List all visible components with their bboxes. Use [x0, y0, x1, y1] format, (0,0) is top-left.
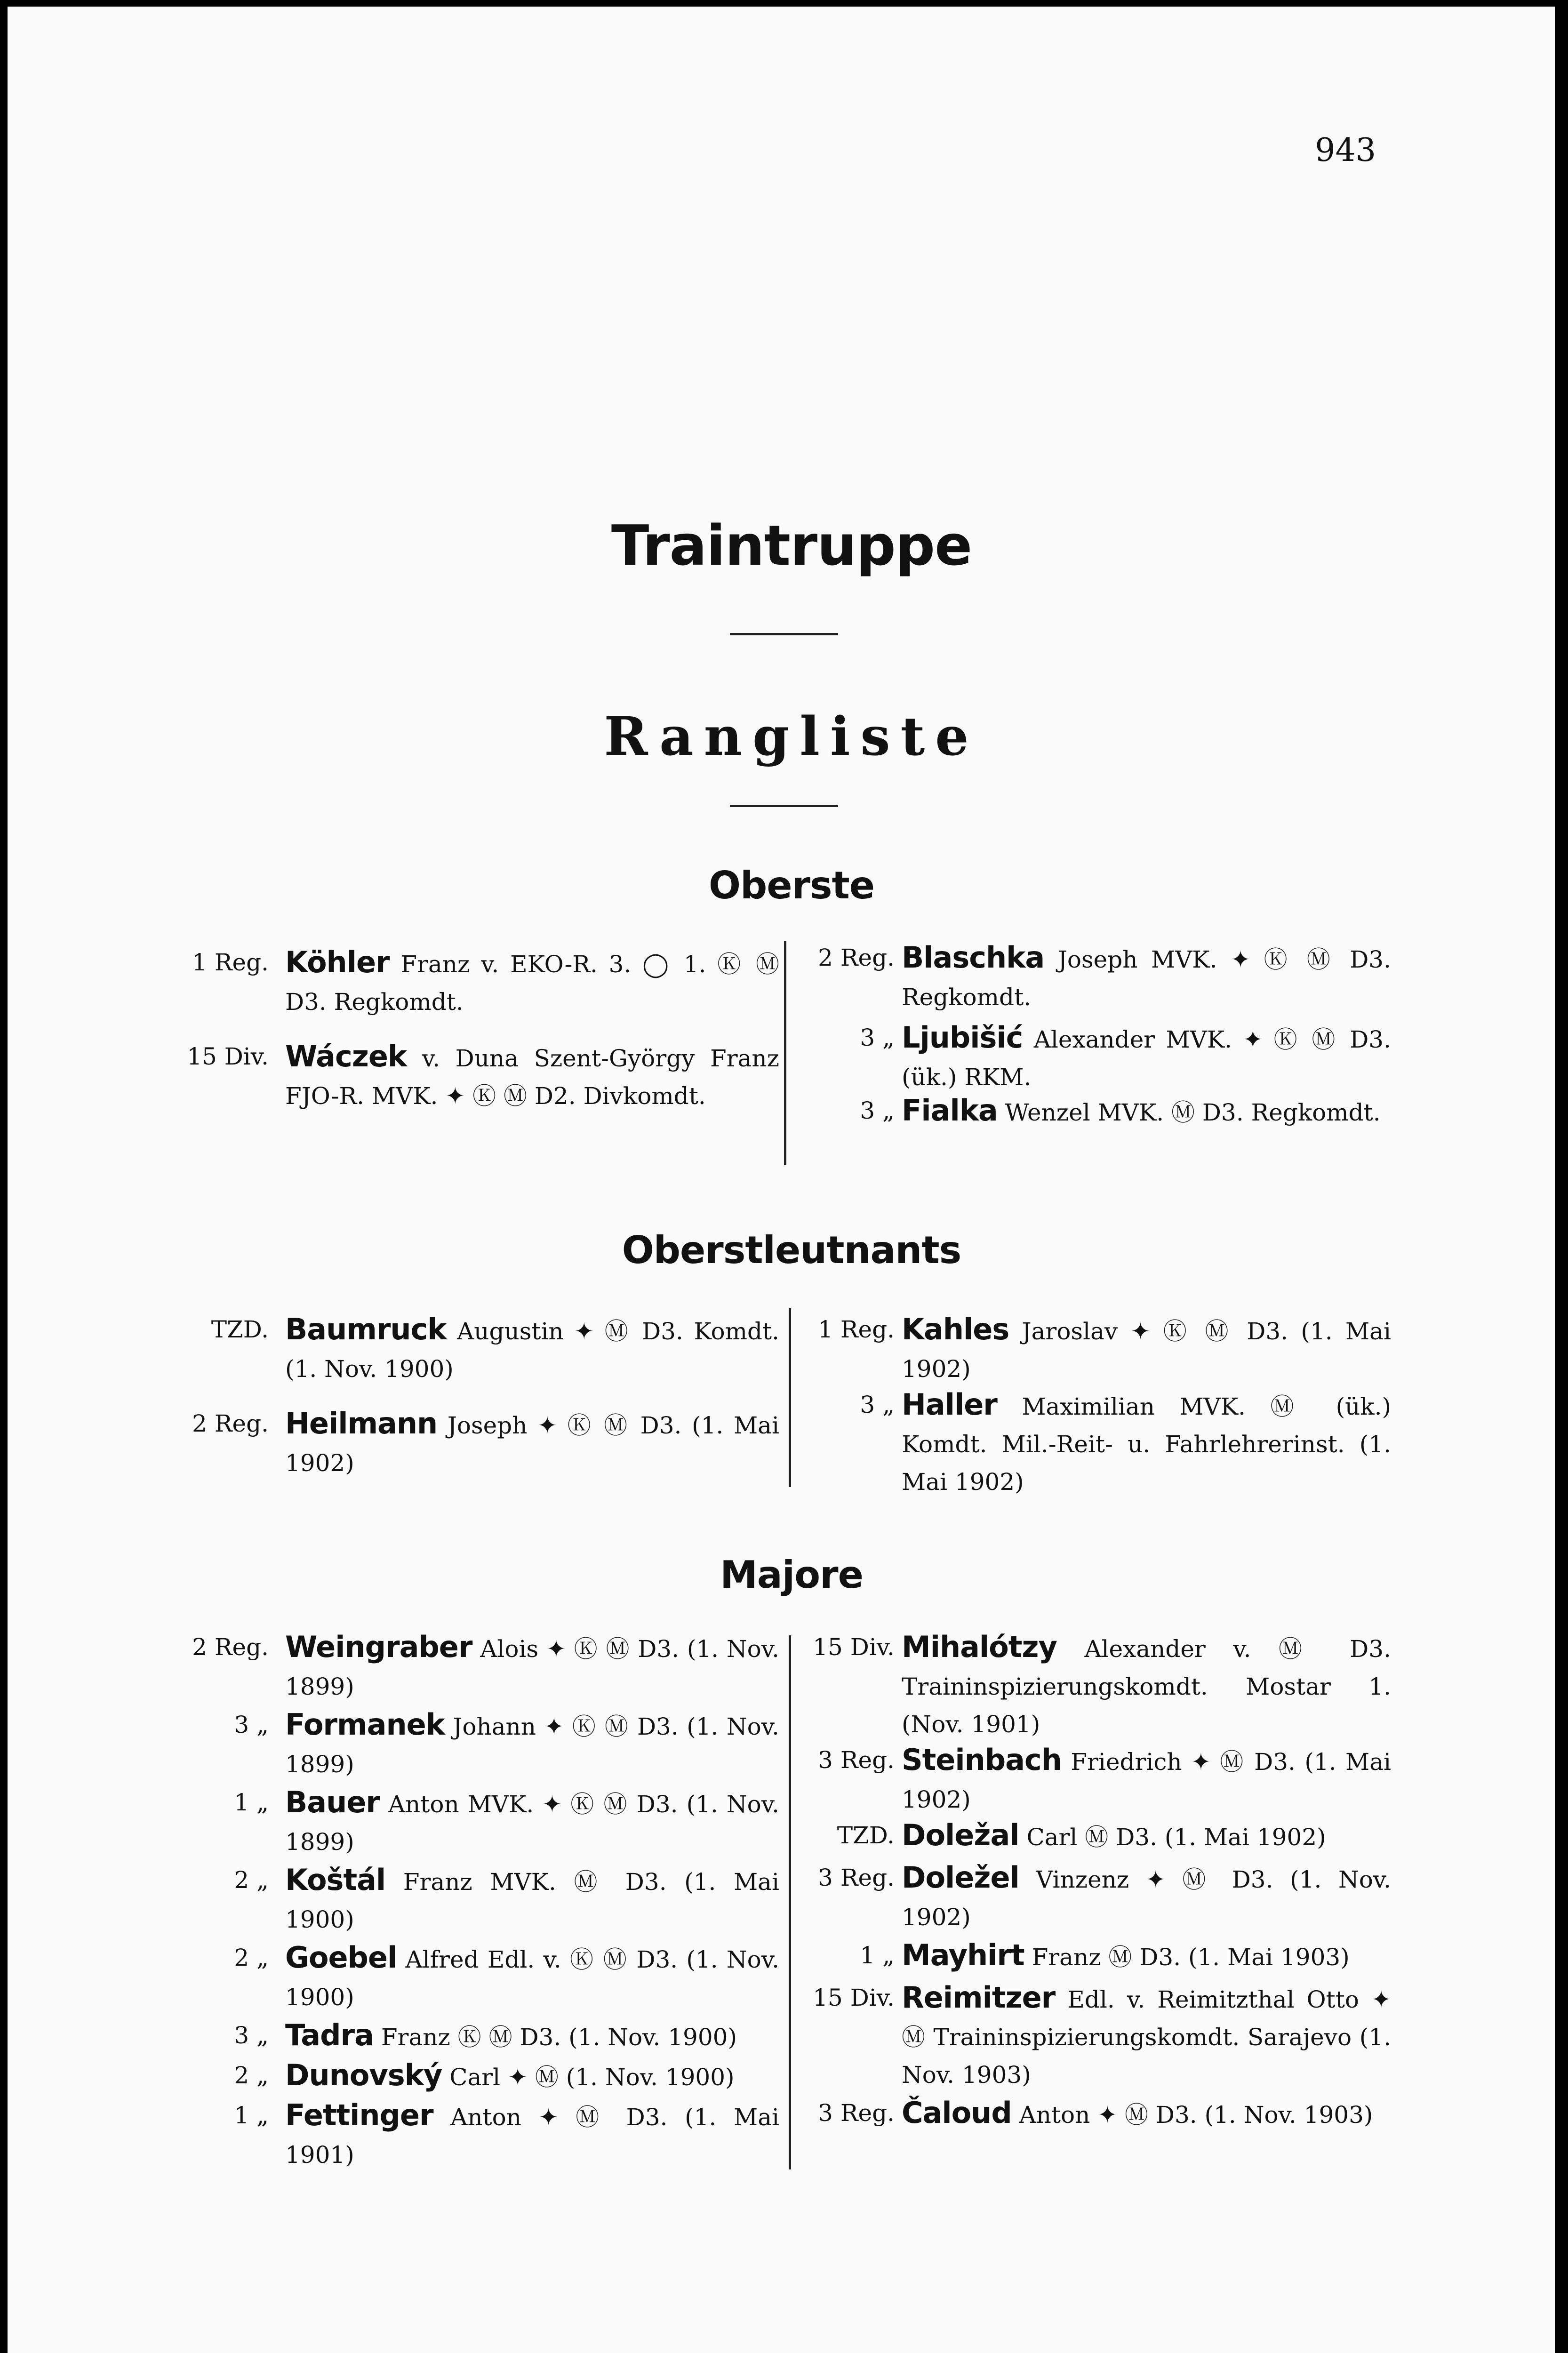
section-title-oberstleutnants: Oberstleutnants: [622, 1228, 961, 1272]
entry-details: Vinzenz ✦ Ⓜ D3. (1. Nov. 1902): [902, 1866, 1392, 1931]
list-item: [837, 1817, 1391, 1856]
entry-details: Alexander MVK. ✦ Ⓚ Ⓜ D3. (ük.) RKM.: [902, 1026, 1391, 1091]
list-item: [860, 1092, 1391, 1131]
entry-name: Kahles: [902, 1312, 1009, 1346]
entry-details: Jaroslav ✦ Ⓚ Ⓜ D3. (1. Mai 1902): [902, 1318, 1391, 1383]
entry-rank: 3 „: [860, 1391, 895, 1418]
entry-details: Edl. v. Reimitzthal Otto ✦ Ⓜ Traininspizierungskomdt. Sarajevo (1. Nov. 1903): [902, 1986, 1391, 2089]
entry-name: Blaschka: [902, 940, 1045, 975]
list-item: [860, 1937, 1391, 1976]
entry-rank: 2 „: [234, 1944, 269, 1971]
entry-name: Steinbach: [902, 1743, 1062, 1777]
entry-details: Alexander v. Ⓜ D3. Traininspizierungskomdt. Mostar 1. (Nov. 1901): [902, 1635, 1391, 1738]
list-item: [234, 1861, 779, 1938]
entry-details: Alfred Edl. v. Ⓚ Ⓜ D3. (1. Nov. 1900): [285, 1946, 779, 2011]
list-item: [813, 1628, 1391, 1743]
list-item: [818, 939, 1391, 1016]
list-item: [234, 2017, 779, 2056]
entry-name: Mihalótzy: [902, 1630, 1057, 1664]
entry-rank: 15 Div.: [813, 1633, 895, 1661]
entry-rank: 1 Reg.: [818, 1316, 895, 1343]
entry-rank: 2 „: [234, 1866, 269, 1894]
entry-details: Carl ✦ Ⓜ (1. Nov. 1900): [449, 2064, 735, 2091]
entry-name: Koštál: [285, 1863, 386, 1897]
entry-name: Fialka: [902, 1093, 998, 1128]
entry-name: Dunovský: [285, 2058, 442, 2092]
list-item: [234, 1706, 779, 1783]
list-item: [818, 1311, 1391, 1388]
entry-rank: 3 Reg.: [818, 1864, 895, 1891]
entry-rank: 3 „: [860, 1097, 895, 1124]
entry-rank: TZD.: [837, 1822, 895, 1849]
entry-details: Anton ✦ Ⓜ D3. (1. Nov. 1903): [1019, 2101, 1373, 2129]
list-item: [813, 1979, 1391, 2094]
list-item: [192, 1628, 779, 1705]
entry-details: Anton ✦ Ⓜ D3. (1. Mai 1901): [285, 2104, 779, 2169]
entry-details: Franz v. EKO-R. 3. ◯ 1. Ⓚ Ⓜ D3. Regkomdt.: [285, 951, 779, 1016]
list-item: [187, 1038, 779, 1115]
entry-rank: 1 „: [234, 2102, 269, 2129]
entry-details: Maximilian MVK. Ⓜ (ük.) Komdt. Mil.-Reit- u. Fahrlehrerinst. (1. Mai 1902): [902, 1393, 1391, 1496]
entry-name: Baumruck: [285, 1312, 447, 1346]
entry-name: Reimitzer: [902, 1980, 1056, 2015]
entry-rank: 1 „: [860, 1942, 895, 1969]
section-title-majore: Majore: [720, 1553, 863, 1597]
list-item: [860, 1019, 1391, 1096]
entry-details: Franz Ⓜ D3. (1. Mai 1903): [1032, 1944, 1350, 1971]
entry-name: Heilmann: [285, 1406, 438, 1441]
entry-name: Doležal: [902, 1818, 1019, 1852]
column-divider: [784, 941, 786, 1165]
entry-rank: 15 Div.: [813, 1984, 895, 2011]
entry-details: Friedrich ✦ Ⓜ D3. (1. Mai 1902): [902, 1748, 1391, 1813]
entry-name: Weingraber: [285, 1630, 472, 1664]
list-item: [234, 2057, 779, 2096]
list-item: [234, 2097, 779, 2174]
entry-rank: 3 „: [860, 1024, 895, 1051]
page-subtitle: Rangliste: [604, 706, 979, 768]
subtitle-rule: [730, 805, 838, 807]
entry-name: Haller: [902, 1387, 997, 1422]
entry-details: Franz Ⓚ Ⓜ D3. (1. Nov. 1900): [381, 2024, 737, 2051]
entry-details: Franz MVK. Ⓜ D3. (1. Mai 1900): [285, 1868, 779, 1933]
entry-name: Čaloud: [902, 2096, 1012, 2130]
page-title: Traintruppe: [611, 513, 972, 578]
entry-name: Goebel: [285, 1940, 397, 1975]
section-title-oberste: Oberste: [708, 864, 875, 907]
entry-rank: 1 „: [234, 1789, 269, 1816]
entry-name: Formanek: [285, 1707, 445, 1742]
entry-details: Alois ✦ Ⓚ Ⓜ D3. (1. Nov. 1899): [285, 1635, 779, 1700]
list-item: [818, 1859, 1392, 1936]
list-item: [211, 1311, 779, 1388]
list-item: [860, 1386, 1391, 1501]
list-item: [234, 1784, 779, 1861]
entry-rank: 3 „: [234, 2022, 269, 2049]
title-rule: [730, 633, 838, 635]
entry-name: Tadra: [285, 2018, 374, 2052]
entry-name: Ljubišić: [902, 1020, 1023, 1055]
entry-details: Johann ✦ Ⓚ Ⓜ D3. (1. Nov. 1899): [285, 1713, 779, 1778]
page-number: 943: [1315, 132, 1376, 169]
entry-details: Augustin ✦ Ⓜ D3. Komdt. (1. Nov. 1900): [285, 1318, 779, 1383]
entry-rank: 2 Reg.: [192, 1633, 269, 1661]
entry-details: v. Duna Szent-György Franz FJO-R. MVK. ✦ Ⓚ Ⓜ D2. Divkomdt.: [285, 1045, 779, 1110]
entry-rank: 1 Reg.: [192, 949, 269, 976]
entry-rank: 3 Reg.: [818, 1746, 895, 1774]
entry-rank: 2 Reg.: [818, 944, 895, 971]
entry-rank: 15 Div.: [187, 1043, 269, 1070]
entry-name: Köhler: [285, 945, 390, 979]
list-item: [234, 1939, 779, 2016]
entry-details: Joseph MVK. ✦ Ⓚ Ⓜ D3. Regkomdt.: [902, 946, 1391, 1011]
entry-rank: 2 Reg.: [192, 1410, 269, 1437]
entry-name: Wáczek: [285, 1039, 407, 1073]
entry-name: Doležel: [902, 1860, 1019, 1895]
entry-rank: 3 Reg.: [818, 2099, 895, 2127]
column-divider: [789, 1635, 791, 2169]
list-item: [192, 1405, 779, 1482]
entry-name: Bauer: [285, 1785, 380, 1819]
entry-name: Mayhirt: [902, 1938, 1024, 1972]
entry-name: Fettinger: [285, 2098, 433, 2132]
list-item: [818, 1741, 1391, 1818]
entry-details: Carl Ⓜ D3. (1. Mai 1902): [1026, 1824, 1326, 1851]
list-item: [818, 2094, 1391, 2134]
entry-details: Anton MVK. ✦ Ⓚ Ⓜ D3. (1. Nov. 1899): [285, 1791, 779, 1856]
scan-edge: [8, 0, 1568, 7]
entry-details: Joseph ✦ Ⓚ Ⓜ D3. (1. Mai 1902): [285, 1412, 779, 1477]
entry-rank: 2 „: [234, 2062, 269, 2089]
entry-rank: TZD.: [211, 1316, 269, 1343]
list-item: [192, 944, 779, 1021]
entry-rank: 3 „: [234, 1711, 269, 1738]
entry-details: Wenzel MVK. Ⓜ D3. Regkomdt.: [1005, 1099, 1381, 1126]
